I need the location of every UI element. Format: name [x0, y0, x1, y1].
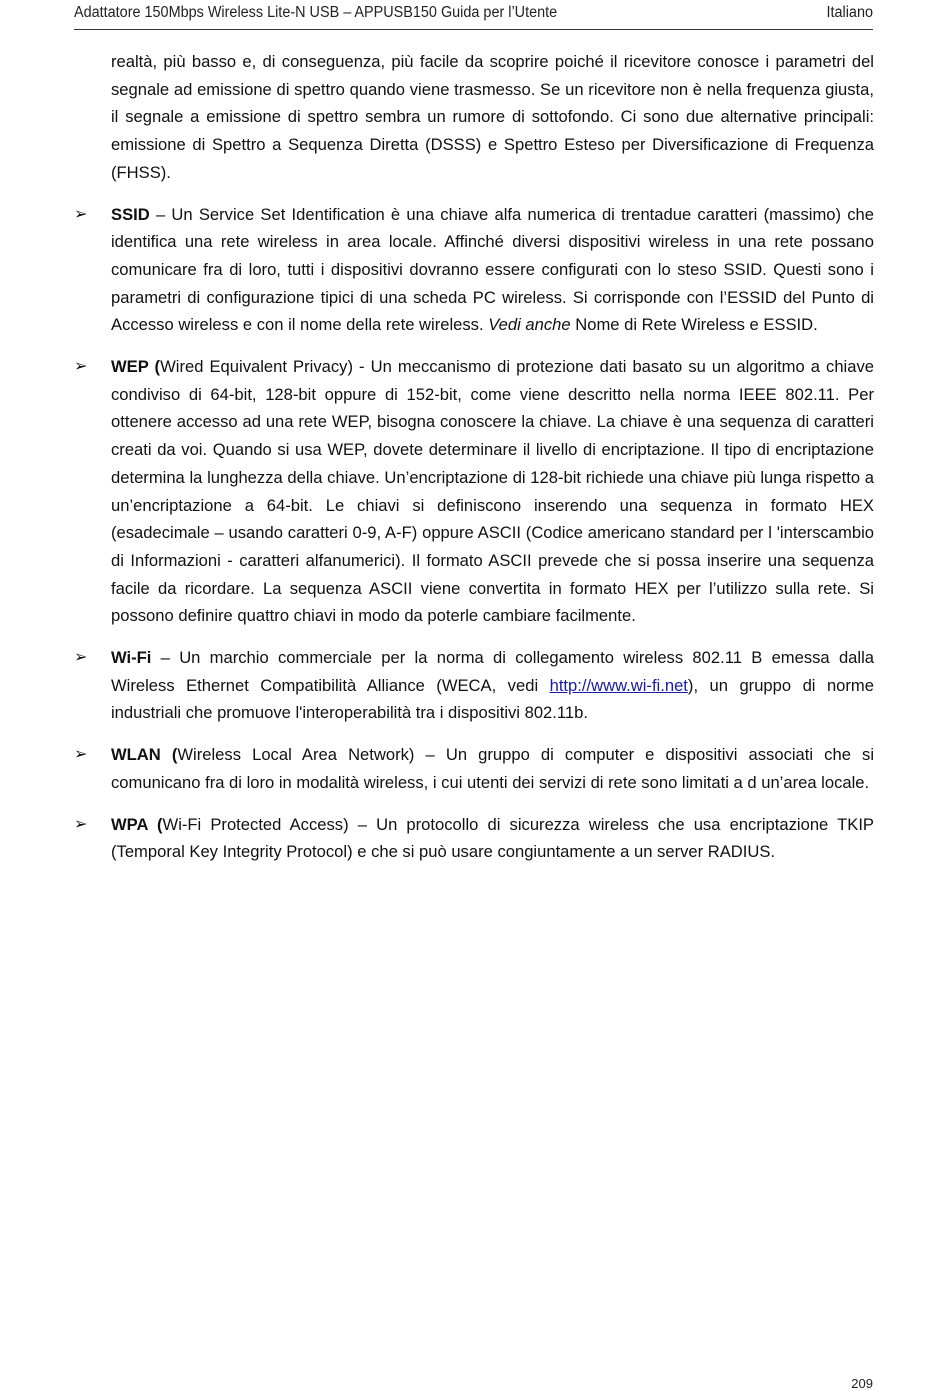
arrow-bullet-icon: ➢: [74, 205, 88, 223]
entry-text: Wireless Local Area Network) – Un gruppo di computer e dispositivi associati che si comunicano fra di loro in modalità wireless, i cui utenti dei servizi di rete sono limitati a d un’area locale.: [111, 745, 875, 792]
header-language: Italiano: [826, 4, 873, 21]
glossary-term: SSID: [111, 204, 150, 224]
wifi-link[interactable]: http://www.wi-fi.net: [549, 675, 688, 695]
glossary-entry-wep: [74, 353, 874, 630]
entry-text-after-link: ), un gruppo di norme industriali che promuove l'interoperabilità tra i dispositivi 802.11b.: [111, 675, 874, 723]
entry-paragraph: [111, 353, 874, 630]
header-title: Adattatore 150Mbps Wireless Lite-N USB – APPUSB150 Guida per l’Utente: [74, 4, 558, 21]
glossary-entry-wpa: [74, 811, 874, 866]
glossary-term: WEP (: [111, 357, 161, 377]
entry-paragraph: [111, 811, 874, 866]
arrow-bullet-icon: ➢: [74, 358, 88, 376]
entry-text: Wi-Fi Protected Access) – Un protocollo di sicurezza wireless che usa encriptazione TKIP (Temporal Key Integrity Protocol) e che si può usare congiuntamente a un server RADIUS.: [111, 814, 874, 862]
entry-paragraph: [111, 741, 874, 796]
entry-text: Un Service Set Identification è una chiave alfa numerica di trentadue caratteri (massimo) che identifica una rete wireless in area locale. Affinché diversi dispositivi wireless in una rete possano comunicare fra di loro, tutti i dispositivi dovranno essere configurati con lo steso SSID. Questi sono i parametri di configurazione tipici di una scheda PC wireless. Si corrisponde con l’ESSID del Punto di Accesso wireless e con il nome della rete wireless.: [111, 204, 874, 335]
arrow-bullet-icon: ➢: [74, 649, 88, 667]
see-also-text: Nome di Rete Wireless e ESSID.: [570, 315, 818, 335]
term-separator: –: [151, 648, 180, 668]
glossary-entry-wifi: [74, 644, 874, 727]
glossary-entry-wlan: [74, 741, 875, 796]
arrow-bullet-icon: ➢: [74, 815, 88, 833]
glossary-term: WPA (: [111, 814, 163, 834]
glossary-term: WLAN (: [111, 745, 178, 765]
entry-paragraph: [111, 201, 874, 340]
page-number: 209: [851, 1376, 873, 1391]
document-body: [74, 48, 875, 880]
glossary-term: Wi-Fi: [111, 648, 152, 668]
intro-paragraph: realtà, più basso e, di conseguenza, più facile da scoprire poiché il ricevitore conosce i parametri del segnale ad emissione di spettro quando viene trasmesso. Se un ricevitore non è nella frequenza giusta, il segnale a emissione di spettro sembra un rumore di sottofondo. Ci sono due alternative principali: emissione di Spettro a Sequenza Diretta (DSSS) e Spettro Esteso per Diversificazione di Frequenza (FHSS).: [111, 52, 874, 182]
glossary-entry-ssid: [74, 201, 874, 340]
page-header: [74, 0, 873, 30]
term-separator: –: [149, 204, 172, 224]
entry-text: Un marchio commerciale per la norma di collegamento wireless 802.11 B emessa dalla Wireless Ethernet Compatibilità Alliance (WECA, vedi: [111, 648, 874, 695]
entry-text: Wired Equivalent Privacy) - Un meccanismo di protezione dati basato su un algoritmo a chiave condiviso di 64-bit, 128-bit oppure di 152-bit, come viene descritto nella norma IEEE 802.11. Per ottenere accesso ad una rete WEP, bisogna conoscere la chiave. La chiave è una sequenza di caratteri creati da voi. Quando si usa WEP, dovete determinare il livello di encriptazione. Il tipo di encriptazione determina la lunghezza della chiave. Un’encriptazione di 128-bit richiede una chiave più lunga rispetto a un’encriptazione a 64-bit. Le chiavi si definiscono inserendo una sequenza in formato HEX (esadecimale – usando caratteri 0-9, A-F) oppure ASCII (Codice americano standard per l 'interscambio di Informazioni - caratteri alfanumerici). Il formato ASCII prevede che si possa inserire una sequenza facile da ricordare. La sequenza ASCII viene convertita in formato HEX per l’utilizzo sulla rete. Si possono definire quattro chiavi in modo da poterle cambiare facilmente.: [111, 357, 874, 626]
entry-paragraph: [111, 644, 874, 727]
arrow-bullet-icon: ➢: [74, 746, 88, 764]
see-also-label: Vedi anche: [488, 315, 571, 335]
